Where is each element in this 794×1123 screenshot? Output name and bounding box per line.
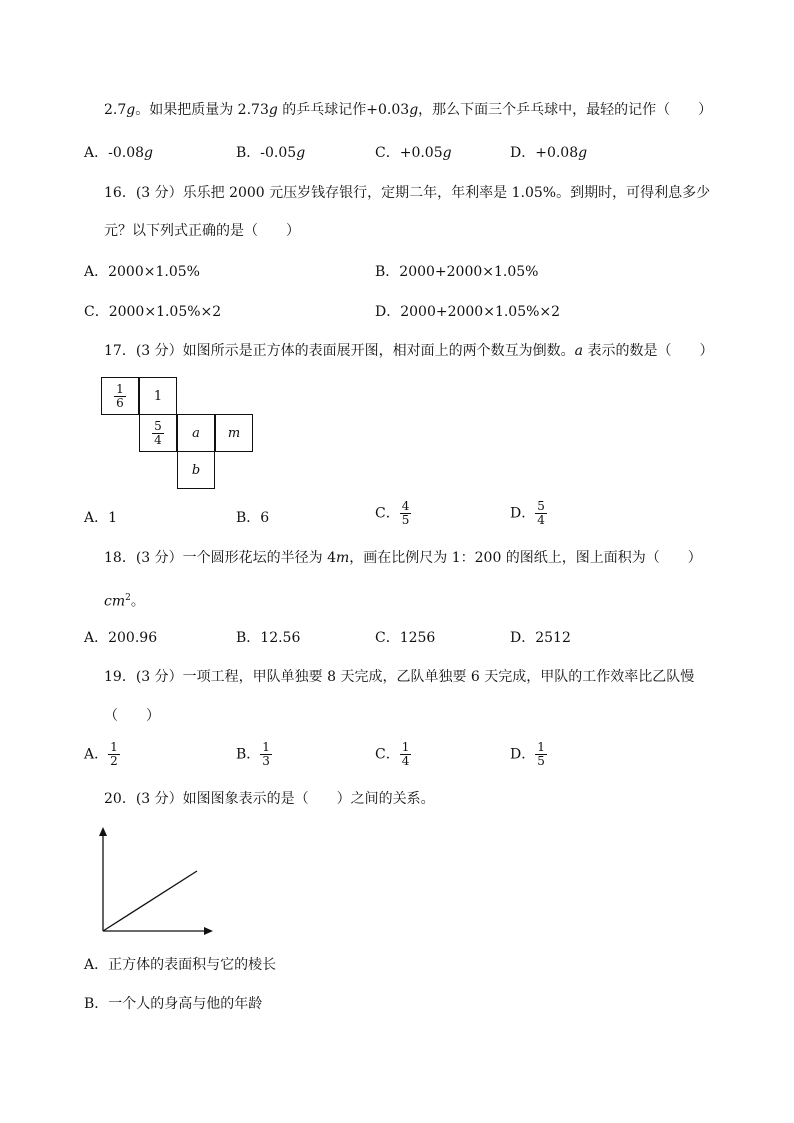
- q18-stem-line1: 18．(3 分）一个圆形花坛的半径为 4m，画在比例尺为 1：200 的图纸上，图上面积为（ ）: [104, 550, 702, 566]
- q20-option-b[interactable]: B．一个人的身高与他的年龄: [84, 996, 263, 1012]
- q15-option-d[interactable]: D．+0.08g: [510, 145, 588, 161]
- net-cell-m: m: [215, 414, 253, 452]
- q20-stem: 20．(3 分）如图图象表示的是（ ）之间的关系。: [104, 791, 435, 807]
- net-cell-one-sixth: $\frac{1}{6}$: [101, 377, 139, 415]
- q17-option-c[interactable]: C． $\frac{4}{5}$: [375, 499, 410, 527]
- net-cell-b: b: [177, 451, 215, 489]
- q17-option-a[interactable]: A．1: [84, 510, 118, 526]
- q19-stem-line1: 19．(3 分）一项工程，甲队单独要 8 天完成，乙队单独要 6 天完成，甲队的工作效率比乙队慢: [104, 669, 695, 685]
- q15-option-b[interactable]: B．-0.05g: [236, 145, 306, 161]
- net-cell-a: a: [177, 414, 215, 452]
- net-cell-one: 1: [139, 377, 177, 415]
- q15-option-c[interactable]: C．+0.05g: [375, 145, 452, 161]
- q16-option-c[interactable]: C．2000×1.05%×2: [84, 304, 222, 320]
- q16-stem-line1: 16．(3 分）乐乐把 2000 元压岁钱存银行，定期二年，年利率是 1.05%。到期时，可得利息多少: [104, 185, 711, 201]
- y-axis-arrow: [99, 827, 107, 836]
- q15-option-a[interactable]: A．-0.08g: [84, 145, 153, 161]
- q15-stem: 2.7g。如果把质量为 2.73g 的乒乓球记作+0.03g，那么下面三个乒乓球中，最轻的记作（ ）: [104, 102, 713, 118]
- linear-graph-figure: [95, 825, 220, 937]
- q18-option-d[interactable]: D．2512: [510, 630, 571, 646]
- q19-option-c[interactable]: C． $\frac{1}{4}$: [375, 740, 410, 768]
- q18-option-c[interactable]: C．1256: [375, 630, 436, 646]
- q19-option-d[interactable]: D． $\frac{1}{5}$: [510, 740, 545, 768]
- q19-option-b[interactable]: B． $\frac{1}{3}$: [236, 740, 270, 768]
- net-cell-five-fourths: $\frac{5}{4}$: [139, 414, 177, 452]
- q19-stem-line2: （ ）: [104, 708, 160, 724]
- q18-option-a[interactable]: A．200.96: [84, 630, 158, 646]
- q20-option-a[interactable]: A．正方体的表面积与它的棱长: [84, 957, 277, 973]
- graph-line: [103, 871, 197, 931]
- q16-stem-line2: 元？以下列式正确的是（ ）: [104, 223, 300, 239]
- q17-option-b[interactable]: B．6: [236, 510, 270, 526]
- q17-stem: 17．(3 分）如图所示是正方体的表面展开图，相对面上的两个数互为倒数。a 表示的数是（ ）: [104, 343, 714, 359]
- q16-option-b[interactable]: B．2000+2000×1.05%: [375, 264, 539, 280]
- q16-option-d[interactable]: D．2000+2000×1.05%×2: [375, 304, 561, 320]
- q19-option-a[interactable]: A． $\frac{1}{2}$: [84, 740, 118, 768]
- q18-stem-line2: $cm^2$。: [104, 593, 145, 610]
- q16-option-a[interactable]: A．2000×1.05%: [84, 264, 200, 280]
- q18-option-b[interactable]: B．12.56: [236, 630, 301, 646]
- x-axis-arrow: [204, 927, 213, 935]
- q17-option-d[interactable]: D． $\frac{5}{4}$: [510, 499, 545, 527]
